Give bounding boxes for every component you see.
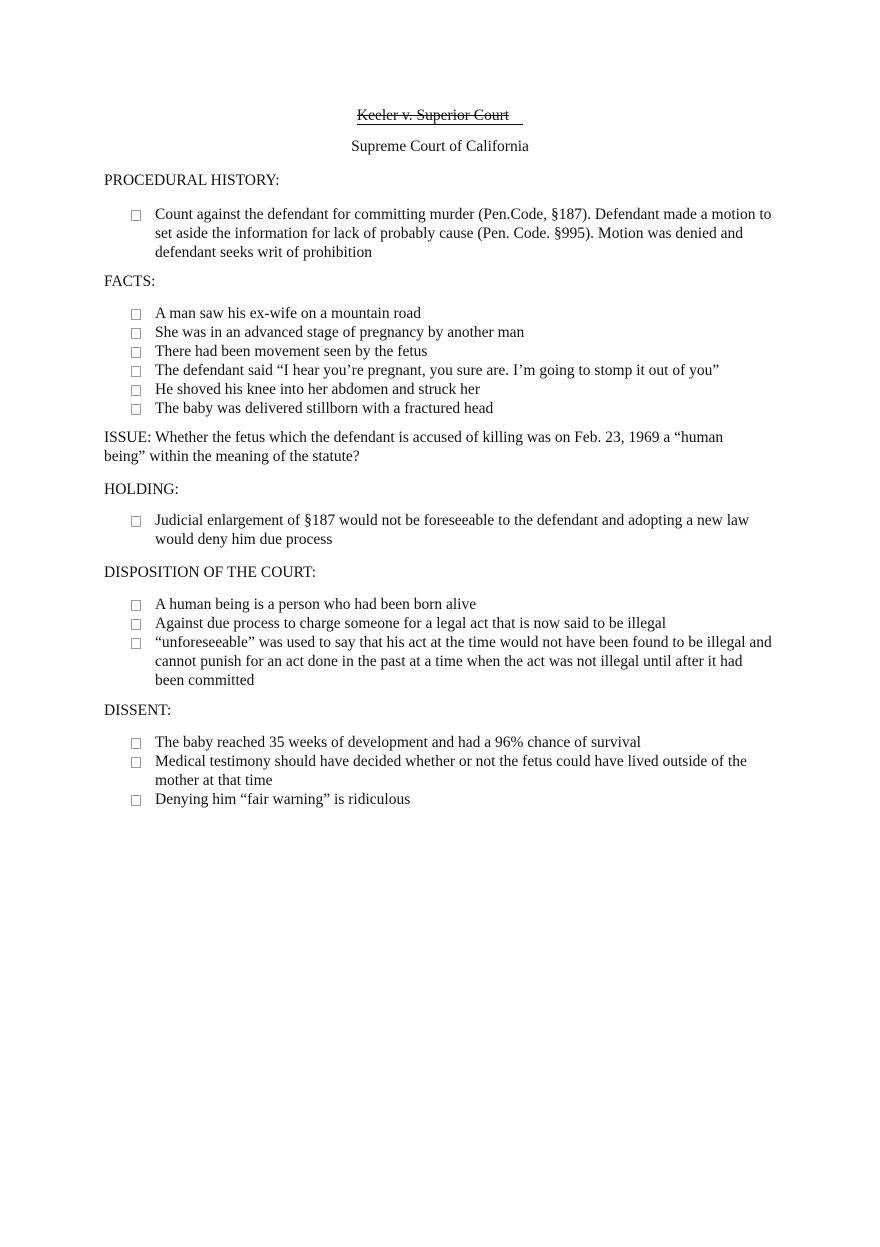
disposition-list [104, 595, 774, 690]
dissent-section [104, 733, 784, 809]
bullet-box-icon [131, 516, 141, 527]
list-item: The baby was delivered stillborn with a fractured head [104, 399, 784, 418]
procedural-history-heading: PROCEDURAL HISTORY: [104, 172, 280, 189]
issue-text: ISSUE: Whether the fetus which the defendant is accused of killing was on Feb. 23, 1969 a “human being” within the meaning of the statute? [104, 429, 724, 465]
bullet-box-icon [131, 385, 141, 396]
bullet-box-icon [131, 757, 141, 768]
list-item: The baby reached 35 weeks of development and had a 96% chance of survival [104, 733, 784, 752]
facts-list [104, 304, 784, 418]
facts-section [104, 304, 784, 418]
holding-list [104, 511, 774, 549]
bullet-box-icon [131, 309, 141, 320]
list-item: A man saw his ex-wife on a mountain road [104, 304, 784, 323]
list-item: She was in an advanced stage of pregnancy by another man [104, 323, 784, 342]
bullet-box-icon [131, 738, 141, 749]
facts-heading-block [104, 272, 784, 291]
court-name: Supreme Court of California [351, 138, 529, 155]
disposition-section [104, 595, 774, 690]
procedural-history-list [104, 205, 784, 262]
list-item: He shoved his knee into her abdomen and struck her [104, 380, 784, 399]
list-item: A human being is a person who had been born alive [104, 595, 774, 614]
list-item: Medical testimony should have decided whether or not the fetus could have lived outside of the mother at that time [104, 752, 784, 790]
list-item: Against due process to charge someone for a legal act that is now said to be illegal [104, 614, 774, 633]
bullet-box-icon [131, 600, 141, 611]
dissent-list [104, 733, 784, 809]
bullet-box-icon [131, 795, 141, 806]
holding-heading-block [104, 480, 784, 499]
list-item: Count against the defendant for committing murder (Pen.Code, §187). Defendant made a motion to set aside the information for lack of probably cause (Pen. Code. §995). Motion was denied and defendant seeks writ of prohibition [104, 205, 784, 262]
list-item: Denying him “fair warning” is ridiculous [104, 790, 784, 809]
disposition-heading-block [104, 563, 784, 582]
dissent-heading: DISSENT: [104, 702, 172, 719]
list-item: Judicial enlargement of §187 would not be foreseeable to the defendant and adopting a new law would deny him due process [104, 511, 774, 549]
procedural-history-section [104, 205, 784, 262]
bullet-box-icon [131, 638, 141, 649]
bullet-box-icon [131, 366, 141, 377]
issue-section [104, 428, 764, 466]
bullet-box-icon [131, 619, 141, 630]
facts-heading: FACTS: [104, 273, 156, 290]
bullet-box-icon [131, 210, 141, 221]
procedural-history-heading-block [104, 171, 784, 190]
list-item: “unforeseeable” was used to say that his act at the time would not have been found to be illegal and cannot punish for an act done in the past at a time when the act was not illegal until after it had been committed [104, 633, 774, 690]
list-item: There had been movement seen by the fetus [104, 342, 784, 361]
dissent-heading-block [104, 701, 784, 720]
list-item: The defendant said “I hear you’re pregnant, you sure are. I’m going to stomp it out of you” [104, 361, 784, 380]
disposition-heading: DISPOSITION OF THE COURT: [104, 564, 317, 581]
bullet-box-icon [131, 328, 141, 339]
bullet-box-icon [131, 404, 141, 415]
holding-section [104, 511, 774, 549]
case-title: Keeler v. Superior Court [0, 106, 880, 125]
holding-heading: HOLDING: [104, 481, 179, 498]
bullet-box-icon [131, 347, 141, 358]
